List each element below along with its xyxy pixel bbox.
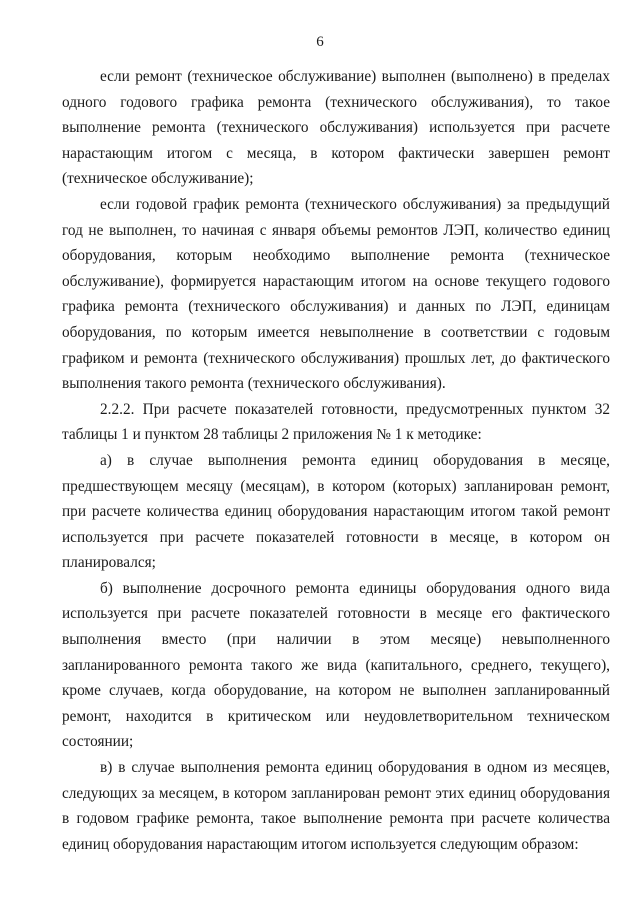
paragraph-schedule-not-fulfilled: если годовой график ремонта (технического обслуживания) за предыдущий год не выполнен, то начиная с января объемы ремонтов ЛЭП, количество единиц оборудования, которым необходимо выполнение ремонта (техническое обслуживание), формируется нарастающим итогом на основе текущего годового графика ремонта (технического обслуживания) и данных по ЛЭП, единицам оборудования, по которым имеется невыполнение в соответствии с годовым графиком и ремонта (технического обслуживания) прошлых лет, до фактического выполнения такого ремонта (технического обслуживания). [62,195,610,393]
paragraph-item-a: а) в случае выполнения ремонта единиц оборудования в месяце, предшествующем месяцу (месяцам), в котором (которых) запланирован ремонт, при расчете количества единиц оборудования нарастающим итогом такой ремонт используется при расчете показателей готовности в месяце, в котором он планировался; [62,451,610,572]
paragraph-repair-within-schedule: если ремонт (техническое обслуживание) выполнен (выполнено) в пределах одного годового графика ремонта (технического обслуживания), то такое выполнение ремонта (технического обслуживания) используется при расчете нарастающим итогом с месяца, в котором фактически завершен ремонт (техническое обслуживание); [62,68,610,188]
paragraph-item-v: в) в случае выполнения ремонта единиц оборудования в одном из месяцев, следующих за месяцем, в котором запланирован ремонт этих единиц оборудования в годовом графике ремонта, такое выполнение ремонта при расчете количества единиц оборудования нарастающим итогом используется следующим образом: [62,759,610,853]
page-number: 6 [316,34,324,50]
paragraph-clause-2-2-2: 2.2.2. При расчете показателей готовности, предусмотренных пунктом 32 таблицы 1 и пунктом 28 таблицы 2 приложения № 1 к методике: [62,400,610,444]
document-body [62,64,610,857]
paragraph-item-b: б) выполнение досрочного ремонта единицы оборудования одного вида используется при расчете показателей готовности в месяце его фактического выполнения вместо (при наличии в этом месяце) невыполненного запланированного ремонта такого же вида (капитального, среднего, текущего), кроме случаев, когда оборудование, на котором не выполнен запланированный ремонт, находится в критическом или неудовлетворительном техническом состоянии; [62,579,610,751]
